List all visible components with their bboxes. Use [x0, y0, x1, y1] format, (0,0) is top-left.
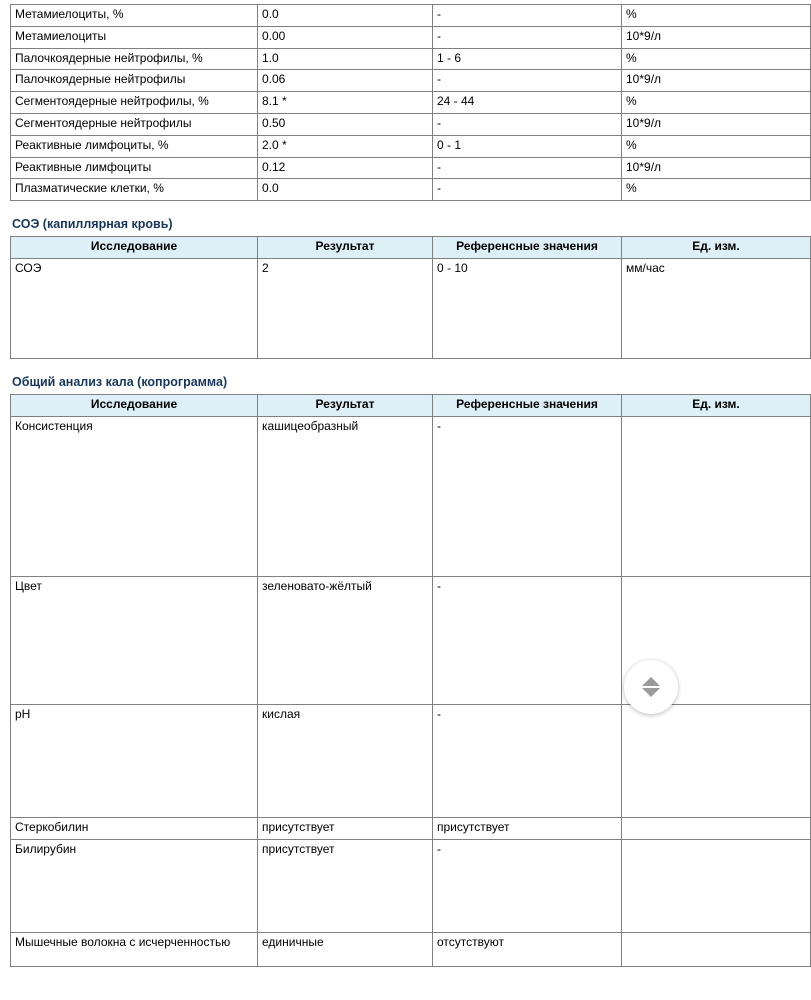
- leukocyte-table-wrapper: [10, 4, 688, 201]
- chevron-down-icon[interactable]: [642, 688, 660, 697]
- cell-reference: 0 - 1: [433, 135, 622, 157]
- column-header-result: Результат: [258, 237, 433, 259]
- cell-unit: 10*9/л: [622, 157, 811, 179]
- table-row: [11, 932, 811, 966]
- cell-name: pH: [11, 704, 258, 817]
- cell-unit: 10*9/л: [622, 26, 811, 48]
- leukocyte-table: [10, 4, 811, 201]
- cell-result: 0.0: [258, 179, 433, 201]
- column-header-unit: Ед. изм.: [622, 237, 811, 259]
- cell-name: Плазматические клетки, %: [11, 179, 258, 201]
- cell-reference: -: [433, 416, 622, 576]
- section-title-esr: СОЭ (капиллярная кровь): [12, 217, 173, 232]
- cell-name: Консистенция: [11, 416, 258, 576]
- table-row: [11, 5, 811, 27]
- column-header-reference: Референсные значения: [433, 394, 622, 416]
- table-row: [11, 416, 811, 576]
- esr-table-body: [11, 258, 811, 358]
- table-row: [11, 26, 811, 48]
- cell-name: Реактивные лимфоциты, %: [11, 135, 258, 157]
- chevron-up-icon[interactable]: [642, 677, 660, 686]
- cell-name: Цвет: [11, 576, 258, 704]
- coprogram-table-body: [11, 416, 811, 966]
- table-row: [11, 704, 811, 817]
- table-row: [11, 48, 811, 70]
- cell-result: единичные: [258, 932, 433, 966]
- cell-result: 0.06: [258, 70, 433, 92]
- cell-name: Билирубин: [11, 839, 258, 932]
- cell-unit: 10*9/л: [622, 70, 811, 92]
- section-title-coprogram: Общий анализ кала (копрограмма): [12, 374, 228, 389]
- esr-table: [10, 236, 811, 359]
- table-header-row: [11, 237, 811, 259]
- cell-result: зеленовато-жёлтый: [258, 576, 433, 704]
- cell-unit: %: [622, 5, 811, 27]
- cell-unit: %: [622, 179, 811, 201]
- column-header-unit: Ед. изм.: [622, 394, 811, 416]
- cell-name: СОЭ: [11, 258, 258, 358]
- cell-reference: -: [433, 704, 622, 817]
- cell-reference: -: [433, 26, 622, 48]
- cell-reference: -: [433, 70, 622, 92]
- cell-reference: 0 - 10: [433, 258, 622, 358]
- cell-result: кислая: [258, 704, 433, 817]
- cell-unit: [622, 817, 811, 839]
- leukocyte-table-body: [11, 5, 811, 201]
- cell-name: Реактивные лимфоциты: [11, 157, 258, 179]
- cell-result: 1.0: [258, 48, 433, 70]
- cell-result: 0.0: [258, 5, 433, 27]
- cell-reference: -: [433, 839, 622, 932]
- cell-reference: 1 - 6: [433, 48, 622, 70]
- table-row: [11, 576, 811, 704]
- cell-reference: -: [433, 157, 622, 179]
- cell-reference: 24 - 44: [433, 92, 622, 114]
- cell-result: присутствует: [258, 839, 433, 932]
- section-spacer: [0, 359, 688, 375]
- esr-table-head: [11, 237, 811, 259]
- cell-result: кашицеобразный: [258, 416, 433, 576]
- cell-unit: [622, 416, 811, 576]
- cell-unit: %: [622, 92, 811, 114]
- cell-reference: отсутствуют: [433, 932, 622, 966]
- cell-result: 0.50: [258, 113, 433, 135]
- table-row: [11, 92, 811, 114]
- esr-table-wrapper: [10, 236, 740, 359]
- cell-result: присутствует: [258, 817, 433, 839]
- cell-name: Палочкоядерные нейтрофилы, %: [11, 48, 258, 70]
- cell-reference: -: [433, 5, 622, 27]
- cell-name: Палочкоядерные нейтрофилы: [11, 70, 258, 92]
- column-header-study: Исследование: [11, 237, 258, 259]
- cell-unit: мм/час: [622, 258, 811, 358]
- coprogram-table-head: [11, 394, 811, 416]
- cell-reference: -: [433, 113, 622, 135]
- coprogram-table-wrapper: [10, 394, 740, 967]
- table-row: [11, 113, 811, 135]
- cell-result: 8.1 *: [258, 92, 433, 114]
- cell-result: 2: [258, 258, 433, 358]
- scroll-control[interactable]: [624, 660, 678, 714]
- table-header-row: [11, 394, 811, 416]
- cell-unit: [622, 932, 811, 966]
- table-row: [11, 179, 811, 201]
- table-row: [11, 258, 811, 358]
- cell-name: Метамиелоциты, %: [11, 5, 258, 27]
- cell-unit: [622, 839, 811, 932]
- table-row: [11, 817, 811, 839]
- table-row: [11, 70, 811, 92]
- column-header-study: Исследование: [11, 394, 258, 416]
- cell-reference: -: [433, 179, 622, 201]
- table-row: [11, 839, 811, 932]
- cell-unit: %: [622, 135, 811, 157]
- cell-result: 0.00: [258, 26, 433, 48]
- cell-reference: -: [433, 576, 622, 704]
- column-header-reference: Референсные значения: [433, 237, 622, 259]
- cell-name: Сегментоядерные нейтрофилы, %: [11, 92, 258, 114]
- coprogram-table: [10, 394, 811, 967]
- cell-name: Мышечные волокна с исчерченностью: [11, 932, 258, 966]
- cell-unit: 10*9/л: [622, 113, 811, 135]
- cell-name: Сегментоядерные нейтрофилы: [11, 113, 258, 135]
- cell-name: Стеркобилин: [11, 817, 258, 839]
- table-row: [11, 157, 811, 179]
- column-header-result: Результат: [258, 394, 433, 416]
- section-spacer: [0, 201, 688, 217]
- cell-unit: [622, 704, 811, 817]
- cell-reference: присутствует: [433, 817, 622, 839]
- cell-result: 0.12: [258, 157, 433, 179]
- cell-unit: %: [622, 48, 811, 70]
- cell-name: Метамиелоциты: [11, 26, 258, 48]
- cell-result: 2.0 *: [258, 135, 433, 157]
- table-row: [11, 135, 811, 157]
